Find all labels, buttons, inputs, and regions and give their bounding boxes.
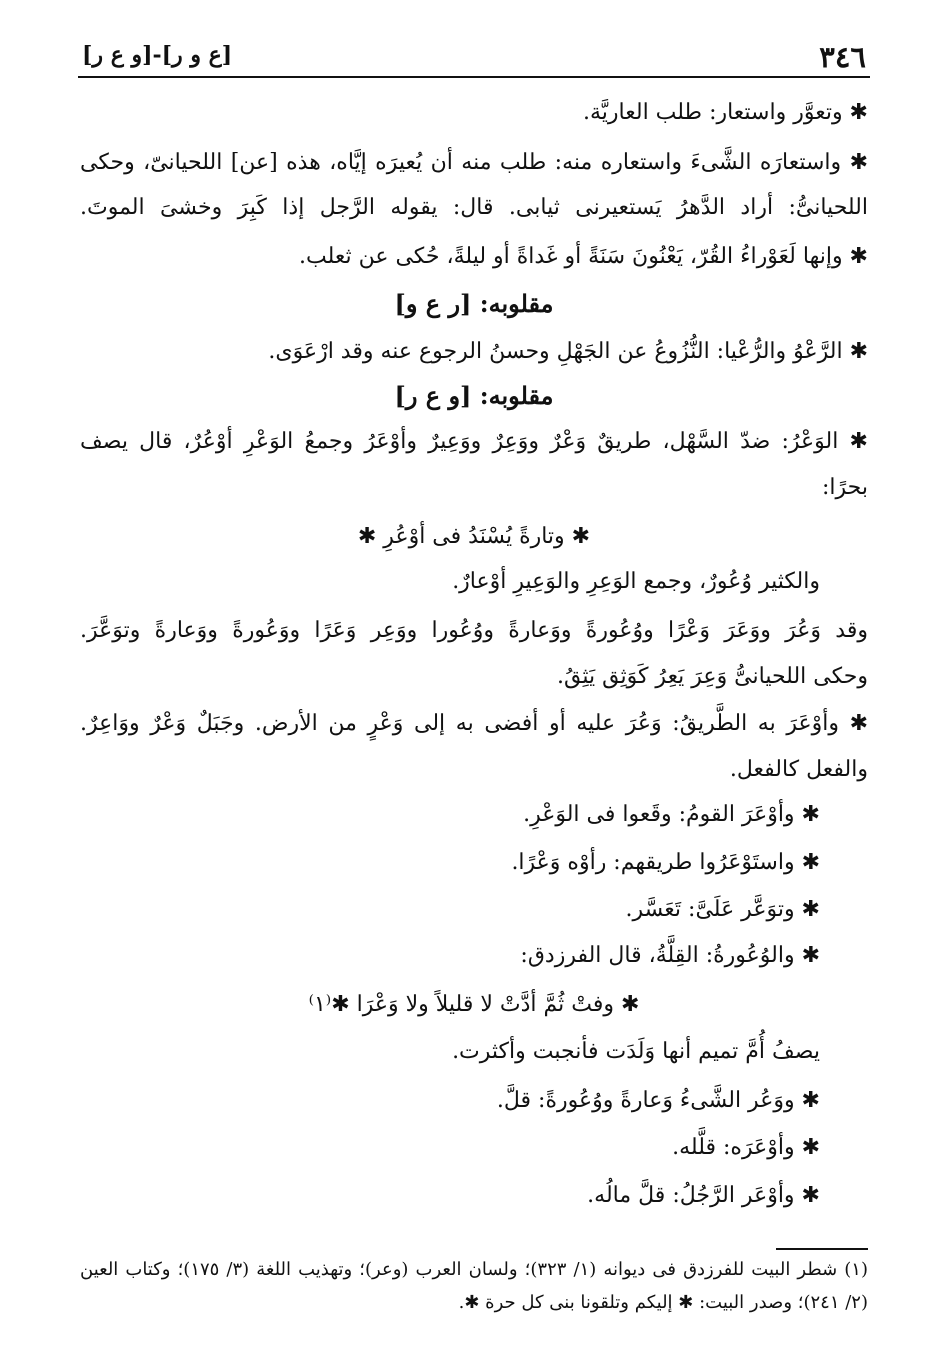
- page-number: ٣٤٦: [819, 40, 866, 74]
- verse-line: ✱ وفتْ ثُمَّ أدَّتْ لا قليلاً ولا وَعْرَا ✱⁽١⁾: [308, 992, 640, 1017]
- text-line: ✱ ووَعُر الشَّىءُ وَعارةً ووُعُورةً: قلَّ.: [496, 1088, 820, 1113]
- text-line: ✱ واستَوْعَرُوا طريقهم: رأوْه وَعْرًا.: [511, 850, 820, 875]
- text-line: ✱ الوَعْرُ: ضدّ السَّهْل، طريقٌ وَعْرٌ ووَعِرٌ ووَعِيرٌ وأوْعَرُ وجمعُ الوَعْرِ أوْعُرٌ، قال يصف: [80, 429, 868, 454]
- text-line: ✱ وأوْعَرَه: قلَّله.: [672, 1135, 820, 1160]
- section-heading: مقلوبه: [ر ع و]: [394, 289, 554, 318]
- text-line: بحرًا:: [822, 475, 868, 500]
- footnote-line: (٢/ ٢٤١)؛ وصدر البيت: ✱ إليكم وتلقونا بنى كل حرة ✱.: [458, 1292, 868, 1313]
- text-line: ✱ وتعوَّر واستعار: طلب العاريَّة.: [583, 100, 868, 125]
- text-line: ✱ وأوْعَرَ القومُ: وقَعوا فى الوَعْرِ.: [523, 802, 820, 827]
- text-line: ✱ والوُعُورةُ: القِلَّةُ، قال الفرزدق:: [520, 943, 820, 968]
- running-head: [ع و ر]-[و ع ر]: [82, 42, 233, 68]
- page-header: [78, 38, 870, 78]
- text-line: اللحيانىُّ: أراد الدَّهرُ يَستعيرنى ثيابى. قال: يقوله الرَّجل إذا كَبِرَ وخشىَ الموتَ.: [80, 195, 868, 220]
- text-line: ✱ وأوْعَر الرَّجُلُ: قلَّ مالُه.: [587, 1183, 820, 1208]
- text-line: ✱ وإنها لَعَوْراءُ القُرّ، يَعْنُونَ سَنَةً أو غَداةً أو ليلةً، حُكى عن ثعلب.: [298, 244, 868, 269]
- text-line: ✱ الرَّعْوُ والرُّعْيا: النُّزُوعُ عن الجَهْلِ وحسنُ الرجوع عنه وقد ارْعَوَى.: [268, 339, 868, 364]
- text-line: ✱ واستعارَه الشَّىءَ واستعاره منه: طلب منه أن يُعيرَه إيَّاه، هذه [عن] اللحيانىّ، وحكى: [80, 150, 868, 175]
- text-line: ✱ وأوْعَرَ به الطَّريقُ: وَعُرَ عليه أو أفضى به إلى وَعْرٍ من الأرض. وجَبَلٌ وَعْرٌ ووَاعِرٌ.: [80, 711, 868, 736]
- text-line: وحكى اللحيانىُّ وَعِرَ يَعِرُ كَوَثِق يَثِقُ.: [557, 664, 868, 689]
- footnote-divider: [776, 1248, 868, 1250]
- verse-line: ✱ وتارةً يُسْنَدُ فى أوْعُرِ ✱: [357, 524, 591, 549]
- footnote-line: (١) شطر البيت للفرزدق فى ديوانه (١/ ٣٢٣)؛ ولسان العرب (وعر)؛ وتهذيب اللغة (٣/ ١٧٥)؛ وكتاب العين: [80, 1259, 868, 1280]
- text-line: والفعل كالفعل.: [729, 757, 868, 782]
- text-line: وقد وَعُرَ ووَعَرَ وَعْرًا ووُعُورةً ووَعارةً ووُعُورا ووَعِر وَعَرًا ووَعُورةً ووَعارةً وتوَعَّرَ.: [80, 618, 868, 643]
- text-line: يصفُ أُمَّ تميم أنها وَلَدَت فأنجبت وأكثرت.: [452, 1039, 820, 1064]
- text-line: ✱ وتوَعَّر عَلَىَّ: تَعَسَّر.: [625, 897, 820, 922]
- text-line: والكثير وُعُورٌ، وجمع الوَعِرِ والوَعِيرِ أوْعارٌ.: [452, 569, 820, 594]
- section-heading: مقلوبه: [و ع ر]: [394, 381, 554, 410]
